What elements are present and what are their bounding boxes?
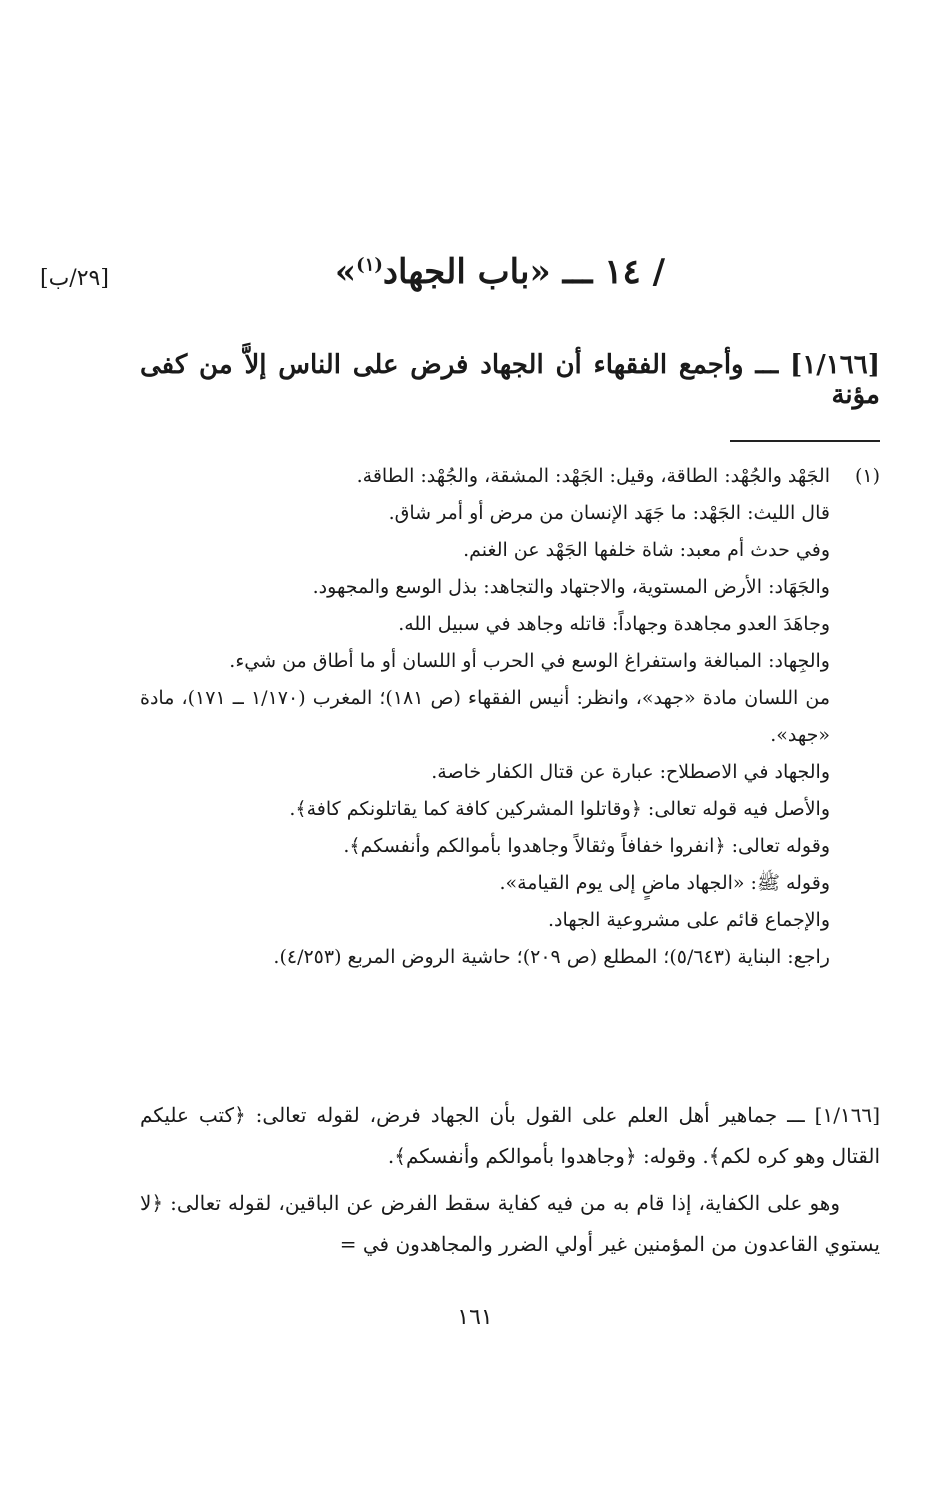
chapter-title-close: » bbox=[334, 252, 357, 292]
footnote-line: والجِهاد: المبالغة واستفراغ الوسع في الحرب أو اللسان أو ما أطاق من شيء. bbox=[229, 650, 830, 672]
footnote-ref[interactable]: (١) bbox=[356, 254, 383, 276]
chapter-heading bbox=[300, 252, 700, 292]
footnote-line: وقوله ﷺ: «الجهاد ماضٍ إلى يوم القيامة». bbox=[499, 872, 830, 894]
commentary-paragraph: وهو على الكفاية، إذا قام به من فيه كفاية سقط الفرض عن الباقين، لقوله تعالى: ﴿لا يستوي القاعدون من المؤمنين غير أولي الضرر والمجاهدون في = bbox=[140, 1191, 880, 1256]
footnote-line: والأصل فيه قوله تعالى: ﴿وقاتلوا المشركين كافة كما يقاتلونكم كافة﴾. bbox=[289, 798, 830, 820]
commentary-paragraph: [١/١٦٦] ـــ جماهير أهل العلم على القول بأن الجهاد فرض، لقوله تعالى: ﴿كتب عليكم القتال وهو كره لكم﴾. وقوله: ﴿وجاهدوا بأموالكم وأنفسكم﴾. bbox=[140, 1103, 880, 1168]
footnote-line: وجاهَدَ العدو مجاهدة وجهاداً: قاتله وجاهد في سبيل الله. bbox=[398, 613, 830, 635]
matn-text: [١/١٦٦] ـــ وأجمع الفقهاء أن الجهاد فرض على الناس إلاَّ من كفى مؤنة bbox=[140, 350, 880, 410]
footnote-line: الجَهْد والجُهْد: الطاقة، وقيل: الجَهْد: المشقة، والجُهْد: الطاقة. bbox=[356, 465, 830, 487]
footnote-line: وقوله تعالى: ﴿انفروا خفافاً وثقالاً وجاهدوا بأموالكم وأنفسكم﴾. bbox=[343, 835, 830, 857]
footnote-line: والإجماع قائم على مشروعية الجهاد. bbox=[548, 909, 830, 931]
footnote-line: قال الليث: الجَهْد: ما جَهَد الإنسان من مرض أو أمر شاق. bbox=[388, 502, 830, 524]
footnote-1 bbox=[140, 458, 880, 976]
footnote-line: راجع: البناية (٥/٦٤٣)؛ المطلع (ص ٢٠٩)؛ حاشية الروض المربع (٤/٢٥٣). bbox=[273, 946, 830, 968]
chapter-title: / ١٤ ـــ «باب الجهاد bbox=[382, 252, 666, 292]
footnote-line: والجَهَاد: الأرض المستوية، والاجتهاد والتجاهد: بذل الوسع والمجهود. bbox=[312, 576, 830, 598]
footnote-line: من اللسان مادة «جهد»، وانظر: أنيس الفقهاء (ص ١٨١)؛ المغرب (١/١٧٠ ــ ١٧١)، مادة «جهد». bbox=[140, 687, 831, 746]
footnote-line: وفي حدث أم معبد: شاة خلفها الجَهْد عن الغنم. bbox=[463, 539, 830, 561]
footnote-separator bbox=[730, 440, 880, 442]
footnote-line: والجهاد في الاصطلاح: عبارة عن قتال الكفار خاصة. bbox=[431, 761, 830, 783]
page-number: ١٦١ bbox=[457, 1305, 493, 1330]
manuscript-folio-ref: [٢٩/ب] bbox=[40, 266, 109, 291]
footnote-number: (١) bbox=[854, 465, 880, 487]
footnote-block bbox=[140, 458, 880, 976]
commentary-block bbox=[140, 1095, 880, 1265]
